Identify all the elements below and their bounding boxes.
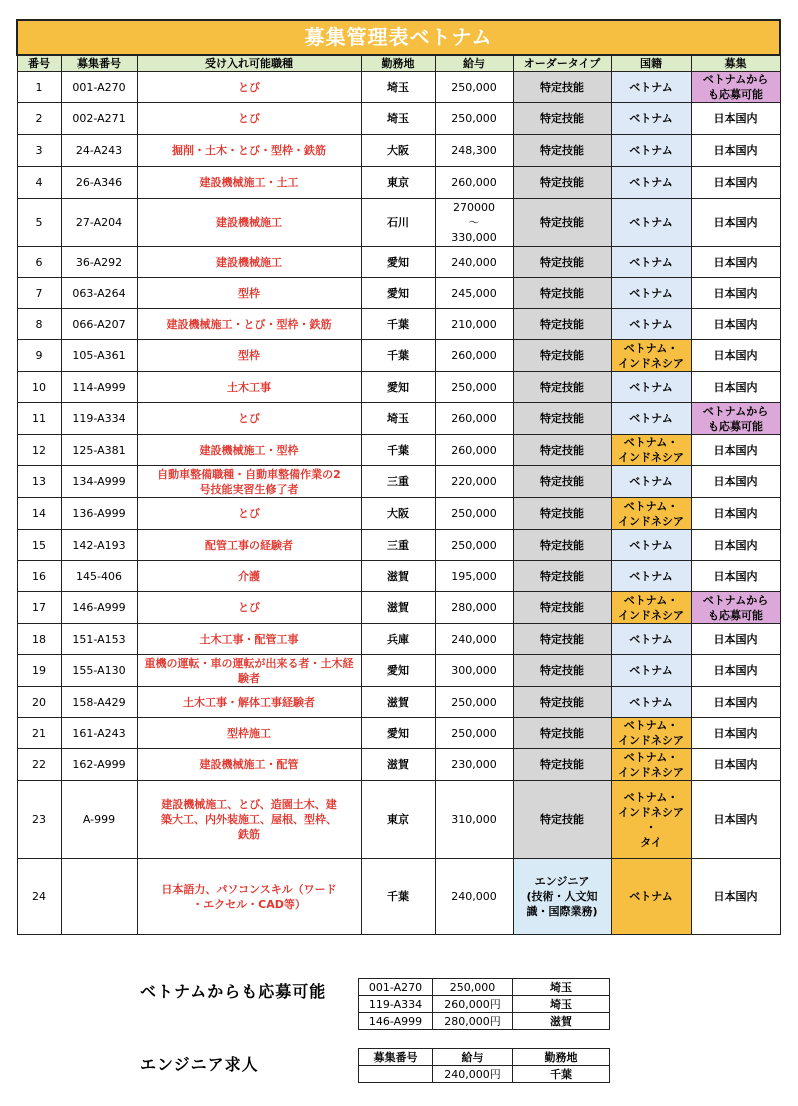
recruit-code: 151-A153 bbox=[61, 624, 137, 655]
table-row bbox=[17, 135, 780, 167]
work-location: 滋賀 bbox=[361, 561, 435, 592]
job-types: 土木工事 bbox=[137, 372, 361, 403]
recruitment-scope: 日本国内 bbox=[691, 466, 780, 498]
row-number: 20 bbox=[17, 687, 61, 718]
table-row bbox=[17, 530, 780, 561]
nationality: ベトナム・ インドネシア bbox=[611, 592, 691, 624]
salary: 280,000円 bbox=[433, 1013, 513, 1030]
salary: 245,000 bbox=[435, 278, 513, 309]
work-location: 千葉 bbox=[361, 309, 435, 340]
salary: 240,000 bbox=[435, 859, 513, 935]
table-row bbox=[359, 1066, 610, 1083]
table-row bbox=[359, 979, 610, 996]
header-order-type: オーダータイプ bbox=[513, 55, 611, 72]
salary: 250,000 bbox=[433, 979, 513, 996]
table-row bbox=[17, 340, 780, 372]
work-location: 滋賀 bbox=[513, 1013, 610, 1030]
order-type: 特定技能 bbox=[513, 655, 611, 687]
row-number: 3 bbox=[17, 135, 61, 167]
job-types: とび bbox=[137, 403, 361, 435]
recruitment-scope: 日本国内 bbox=[691, 247, 780, 278]
table-row bbox=[17, 592, 780, 624]
header-recruit-code: 募集番号 bbox=[61, 55, 137, 72]
salary: 250,000 bbox=[435, 72, 513, 103]
recruitment-scope: 日本国内 bbox=[691, 749, 780, 781]
recruit-code: 001-A270 bbox=[359, 979, 433, 996]
row-number: 21 bbox=[17, 718, 61, 749]
order-type: 特定技能 bbox=[513, 592, 611, 624]
job-types: 土木工事・配管工事 bbox=[137, 624, 361, 655]
table-row bbox=[17, 718, 780, 749]
work-location: 千葉 bbox=[361, 859, 435, 935]
salary: 260,000円 bbox=[433, 996, 513, 1013]
job-types: 日本語力、パソコンスキル（ワード ・エクセル・CAD等） bbox=[137, 859, 361, 935]
header-salary: 給与 bbox=[435, 55, 513, 72]
salary: 195,000 bbox=[435, 561, 513, 592]
table-row bbox=[359, 1013, 610, 1030]
row-number: 24 bbox=[17, 859, 61, 935]
recruitment-scope: 日本国内 bbox=[691, 135, 780, 167]
column-header: 給与 bbox=[433, 1049, 513, 1066]
row-number: 8 bbox=[17, 309, 61, 340]
table-row bbox=[17, 435, 780, 466]
salary: 270000 〜 330,000 bbox=[435, 199, 513, 247]
order-type: エンジニア (技術・人文知 識・国際業務) bbox=[513, 859, 611, 935]
nationality: ベトナム・ インドネシア bbox=[611, 435, 691, 466]
recruitment-scope: 日本国内 bbox=[691, 530, 780, 561]
job-types: 建設機械施工、とび、造園土木、建 築大工、内外装施工、屋根、型枠、 鉄筋 bbox=[137, 781, 361, 859]
order-type: 特定技能 bbox=[513, 435, 611, 466]
work-location: 滋賀 bbox=[361, 687, 435, 718]
job-types: 掘削・土木・とび・型枠・鉄筋 bbox=[137, 135, 361, 167]
order-type: 特定技能 bbox=[513, 687, 611, 718]
recruit-code: 119-A334 bbox=[61, 403, 137, 435]
order-type: 特定技能 bbox=[513, 561, 611, 592]
nationality: ベトナム・ インドネシア bbox=[611, 749, 691, 781]
order-type: 特定技能 bbox=[513, 309, 611, 340]
recruitment-scope: ベトナムから も応募可能 bbox=[691, 592, 780, 624]
work-location: 埼玉 bbox=[513, 996, 610, 1013]
table-row bbox=[17, 309, 780, 340]
recruitment-scope: 日本国内 bbox=[691, 435, 780, 466]
nationality: ベトナム bbox=[611, 403, 691, 435]
work-location: 石川 bbox=[361, 199, 435, 247]
table-row bbox=[17, 655, 780, 687]
work-location: 滋賀 bbox=[361, 749, 435, 781]
recruit-code: 063-A264 bbox=[61, 278, 137, 309]
salary: 230,000 bbox=[435, 749, 513, 781]
row-number: 15 bbox=[17, 530, 61, 561]
salary: 250,000 bbox=[435, 372, 513, 403]
order-type: 特定技能 bbox=[513, 72, 611, 103]
table-row bbox=[17, 167, 780, 199]
recruit-code: 36-A292 bbox=[61, 247, 137, 278]
job-types: 型枠 bbox=[137, 278, 361, 309]
job-types: とび bbox=[137, 103, 361, 135]
recruit-code: 125-A381 bbox=[61, 435, 137, 466]
recruit-code: 136-A999 bbox=[61, 498, 137, 530]
recruit-code: 162-A999 bbox=[61, 749, 137, 781]
work-location: 埼玉 bbox=[361, 72, 435, 103]
recruit-code: 161-A243 bbox=[61, 718, 137, 749]
order-type: 特定技能 bbox=[513, 135, 611, 167]
row-number: 14 bbox=[17, 498, 61, 530]
nationality: ベトナム bbox=[611, 199, 691, 247]
table-row bbox=[17, 687, 780, 718]
order-type: 特定技能 bbox=[513, 498, 611, 530]
recruit-code: 105-A361 bbox=[61, 340, 137, 372]
recruitment-scope: 日本国内 bbox=[691, 498, 780, 530]
table-row bbox=[17, 199, 780, 247]
order-type: 特定技能 bbox=[513, 530, 611, 561]
work-location: 大阪 bbox=[361, 498, 435, 530]
table-row bbox=[17, 624, 780, 655]
order-type: 特定技能 bbox=[513, 103, 611, 135]
recruitment-scope: 日本国内 bbox=[691, 372, 780, 403]
recruit-code: 002-A271 bbox=[61, 103, 137, 135]
order-type: 特定技能 bbox=[513, 624, 611, 655]
row-number: 9 bbox=[17, 340, 61, 372]
work-location: 愛知 bbox=[361, 278, 435, 309]
header-job-types: 受け入れ可能職種 bbox=[137, 55, 361, 72]
work-location: 埼玉 bbox=[361, 103, 435, 135]
work-location: 埼玉 bbox=[513, 979, 610, 996]
job-types: 自動車整備職種・自動車整備作業の2 号技能実習生修了者 bbox=[137, 466, 361, 498]
recruit-code: A-999 bbox=[61, 781, 137, 859]
work-location: 愛知 bbox=[361, 247, 435, 278]
row-number: 16 bbox=[17, 561, 61, 592]
nationality: ベトナム・ インドネシア bbox=[611, 718, 691, 749]
salary: 240,000 bbox=[435, 624, 513, 655]
column-header: 勤務地 bbox=[513, 1049, 610, 1066]
job-types: 型枠 bbox=[137, 340, 361, 372]
recruit-code: 119-A334 bbox=[359, 996, 433, 1013]
table-row bbox=[17, 403, 780, 435]
recruit-code: 114-A999 bbox=[61, 372, 137, 403]
nationality: ベトナム bbox=[611, 135, 691, 167]
recruit-code: 155-A130 bbox=[61, 655, 137, 687]
recruitment-scope: 日本国内 bbox=[691, 655, 780, 687]
work-location: 千葉 bbox=[361, 435, 435, 466]
table-row bbox=[17, 561, 780, 592]
engineer-jobs-title: エンジニア求人 bbox=[140, 1055, 259, 1074]
salary: 260,000 bbox=[435, 340, 513, 372]
vietnam-apply-table bbox=[358, 978, 610, 1030]
work-location: 東京 bbox=[361, 167, 435, 199]
order-type: 特定技能 bbox=[513, 199, 611, 247]
row-number: 11 bbox=[17, 403, 61, 435]
table-row bbox=[359, 996, 610, 1013]
salary: 260,000 bbox=[435, 403, 513, 435]
job-types: 建設機械施工・型枠 bbox=[137, 435, 361, 466]
order-type: 特定技能 bbox=[513, 278, 611, 309]
nationality: ベトナム・ インドネシア bbox=[611, 340, 691, 372]
salary: 250,000 bbox=[435, 498, 513, 530]
recruitment-scope: 日本国内 bbox=[691, 278, 780, 309]
work-location: 千葉 bbox=[361, 340, 435, 372]
job-types: 型枠施工 bbox=[137, 718, 361, 749]
nationality: ベトナム bbox=[611, 530, 691, 561]
nationality: ベトナム bbox=[611, 687, 691, 718]
row-number: 10 bbox=[17, 372, 61, 403]
header-location: 勤務地 bbox=[361, 55, 435, 72]
table-row bbox=[17, 278, 780, 309]
row-number: 7 bbox=[17, 278, 61, 309]
recruit-code: 146-A999 bbox=[61, 592, 137, 624]
job-types: 介護 bbox=[137, 561, 361, 592]
work-location: 三重 bbox=[361, 466, 435, 498]
salary: 250,000 bbox=[435, 103, 513, 135]
recruit-code: 24-A243 bbox=[61, 135, 137, 167]
nationality: ベトナム bbox=[611, 859, 691, 935]
page-title: 募集管理表ベトナム bbox=[17, 20, 780, 55]
recruitment-scope: 日本国内 bbox=[691, 340, 780, 372]
order-type: 特定技能 bbox=[513, 167, 611, 199]
row-number: 12 bbox=[17, 435, 61, 466]
row-number: 22 bbox=[17, 749, 61, 781]
recruitment-scope: 日本国内 bbox=[691, 718, 780, 749]
order-type: 特定技能 bbox=[513, 781, 611, 859]
job-types: とび bbox=[137, 498, 361, 530]
salary: 250,000 bbox=[435, 718, 513, 749]
table-row bbox=[17, 247, 780, 278]
row-number: 19 bbox=[17, 655, 61, 687]
table-row bbox=[17, 781, 780, 859]
table-row bbox=[17, 72, 780, 103]
recruitment-scope: ベトナムから も応募可能 bbox=[691, 403, 780, 435]
job-types: 配管工事の経験者 bbox=[137, 530, 361, 561]
recruit-code bbox=[61, 859, 137, 935]
recruitment-scope: 日本国内 bbox=[691, 781, 780, 859]
work-location: 大阪 bbox=[361, 135, 435, 167]
salary: 248,300 bbox=[435, 135, 513, 167]
nationality: ベトナム bbox=[611, 72, 691, 103]
salary: 300,000 bbox=[435, 655, 513, 687]
work-location: 千葉 bbox=[513, 1066, 610, 1083]
nationality: ベトナム・ インドネシア ・ タイ bbox=[611, 781, 691, 859]
order-type: 特定技能 bbox=[513, 247, 611, 278]
row-number: 23 bbox=[17, 781, 61, 859]
job-types: とび bbox=[137, 72, 361, 103]
row-number: 5 bbox=[17, 199, 61, 247]
row-number: 18 bbox=[17, 624, 61, 655]
nationality: ベトナム bbox=[611, 309, 691, 340]
recruitment-scope: ベトナムから も応募可能 bbox=[691, 72, 780, 103]
nationality: ベトナム bbox=[611, 466, 691, 498]
recruit-code: 158-A429 bbox=[61, 687, 137, 718]
order-type: 特定技能 bbox=[513, 718, 611, 749]
row-number: 4 bbox=[17, 167, 61, 199]
table-row bbox=[17, 466, 780, 498]
table-header-row bbox=[359, 1049, 610, 1066]
recruit-code: 066-A207 bbox=[61, 309, 137, 340]
order-type: 特定技能 bbox=[513, 340, 611, 372]
row-number: 1 bbox=[17, 72, 61, 103]
job-types: 建設機械施工・配管 bbox=[137, 749, 361, 781]
job-types: 建設機械施工・土工 bbox=[137, 167, 361, 199]
recruitment-scope: 日本国内 bbox=[691, 859, 780, 935]
nationality: ベトナム bbox=[611, 167, 691, 199]
header-number: 番号 bbox=[17, 55, 61, 72]
nationality: ベトナム bbox=[611, 655, 691, 687]
salary: 220,000 bbox=[435, 466, 513, 498]
row-number: 6 bbox=[17, 247, 61, 278]
nationality: ベトナム bbox=[611, 561, 691, 592]
job-types: とび bbox=[137, 592, 361, 624]
recruit-code: 26-A346 bbox=[61, 167, 137, 199]
row-number: 2 bbox=[17, 103, 61, 135]
vietnam-apply-title: ベトナムからも応募可能 bbox=[140, 982, 327, 1001]
row-number: 17 bbox=[17, 592, 61, 624]
nationality: ベトナム bbox=[611, 372, 691, 403]
recruit-code: 142-A193 bbox=[61, 530, 137, 561]
recruit-code: 27-A204 bbox=[61, 199, 137, 247]
job-types: 建設機械施工 bbox=[137, 199, 361, 247]
header-recruitment: 募集 bbox=[691, 55, 780, 72]
recruitment-scope: 日本国内 bbox=[691, 103, 780, 135]
job-types: 建設機械施工 bbox=[137, 247, 361, 278]
work-location: 兵庫 bbox=[361, 624, 435, 655]
table-row bbox=[17, 749, 780, 781]
nationality: ベトナム・ インドネシア bbox=[611, 498, 691, 530]
salary: 240,000 bbox=[435, 247, 513, 278]
recruit-code: 145-406 bbox=[61, 561, 137, 592]
row-number: 13 bbox=[17, 466, 61, 498]
work-location: 埼玉 bbox=[361, 403, 435, 435]
nationality: ベトナム bbox=[611, 278, 691, 309]
recruit-code: 134-A999 bbox=[61, 466, 137, 498]
job-types: 重機の運転・車の運転が出来る者・土木経験者 bbox=[137, 655, 361, 687]
header-nationality: 国籍 bbox=[611, 55, 691, 72]
work-location: 東京 bbox=[361, 781, 435, 859]
table-row bbox=[17, 372, 780, 403]
recruitment-scope: 日本国内 bbox=[691, 199, 780, 247]
job-types: 建設機械施工・とび・型枠・鉄筋 bbox=[137, 309, 361, 340]
recruitment-scope: 日本国内 bbox=[691, 309, 780, 340]
table-row bbox=[17, 498, 780, 530]
recruit-code bbox=[359, 1066, 433, 1083]
salary: 240,000円 bbox=[433, 1066, 513, 1083]
recruitment-scope: 日本国内 bbox=[691, 167, 780, 199]
recruitment-scope: 日本国内 bbox=[691, 687, 780, 718]
work-location: 滋賀 bbox=[361, 592, 435, 624]
table-row bbox=[17, 859, 780, 935]
order-type: 特定技能 bbox=[513, 466, 611, 498]
salary: 210,000 bbox=[435, 309, 513, 340]
work-location: 愛知 bbox=[361, 718, 435, 749]
nationality: ベトナム bbox=[611, 624, 691, 655]
nationality: ベトナム bbox=[611, 247, 691, 278]
recruit-code: 146-A999 bbox=[359, 1013, 433, 1030]
salary: 250,000 bbox=[435, 530, 513, 561]
work-location: 愛知 bbox=[361, 372, 435, 403]
salary: 260,000 bbox=[435, 167, 513, 199]
salary: 250,000 bbox=[435, 687, 513, 718]
recruitment-table bbox=[16, 19, 781, 935]
work-location: 三重 bbox=[361, 530, 435, 561]
order-type: 特定技能 bbox=[513, 372, 611, 403]
recruitment-scope: 日本国内 bbox=[691, 561, 780, 592]
salary: 280,000 bbox=[435, 592, 513, 624]
salary: 260,000 bbox=[435, 435, 513, 466]
work-location: 愛知 bbox=[361, 655, 435, 687]
recruit-code: 001-A270 bbox=[61, 72, 137, 103]
order-type: 特定技能 bbox=[513, 403, 611, 435]
recruitment-scope: 日本国内 bbox=[691, 624, 780, 655]
job-types: 土木工事・解体工事経験者 bbox=[137, 687, 361, 718]
salary: 310,000 bbox=[435, 781, 513, 859]
table-row bbox=[17, 103, 780, 135]
nationality: ベトナム bbox=[611, 103, 691, 135]
engineer-jobs-table bbox=[358, 1048, 610, 1083]
column-header: 募集番号 bbox=[359, 1049, 433, 1066]
order-type: 特定技能 bbox=[513, 749, 611, 781]
